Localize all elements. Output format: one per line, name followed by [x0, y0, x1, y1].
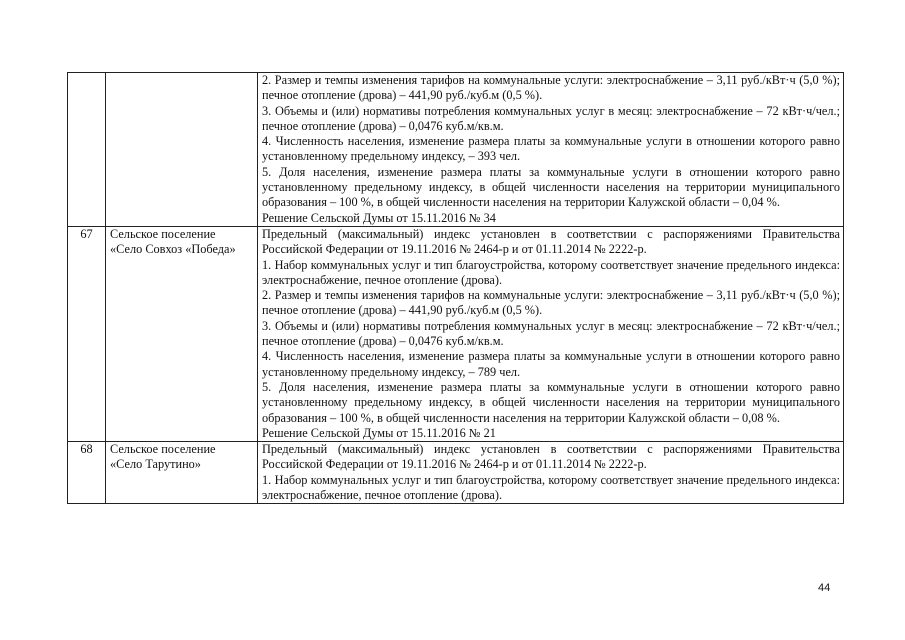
municipality-title: «Село Совхоз «Победа»: [110, 242, 236, 257]
table-row: [68, 226, 844, 441]
municipal-index-table: [67, 72, 844, 504]
detail-line: Предельный (максимальный) индекс установлен в соответствии с распоряжениями Правительства Российской Федерации от 19.11.2016 № 2464-р и от 01.11.2014 № 2222-р.: [262, 442, 840, 472]
municipality-type: Сельское поселение: [110, 442, 216, 457]
detail-line: 2. Размер и темпы изменения тарифов на коммунальные услуги: электроснабжение – 3,11 руб./кВт·ч (5,0 %); печное отопление (дрова) – 441,90 руб./куб.м (0,5 %).: [262, 73, 840, 103]
detail-line: 3. Объемы и (или) нормативы потребления коммунальных услуг в месяц: электроснабжение – 72 кВт·ч/чел.; печное отопление (дрова) – 0,0476 куб.м/кв.м.: [262, 318, 840, 349]
table-row: [68, 73, 844, 227]
index-details: [258, 226, 844, 441]
detail-line: 5. Доля населения, изменение размера платы за коммунальные услуги в отношении которого равно установленному предельному индексу, в общей численности населения на территории муниципального образования – 100 %, в общей численности населения на территории Калужской области – 0,04 %.: [262, 164, 840, 210]
detail-line: 1. Набор коммунальных услуг и тип благоустройства, которому соответствует значение предельного индекса: электроснабжение, печное отопление (дрова).: [262, 472, 840, 503]
municipality-name: [106, 226, 258, 441]
municipality-title: «Село Тарутино»: [110, 457, 201, 472]
row-number: [68, 73, 106, 227]
decision-reference: Решение Сельской Думы от 15.11.2016 № 34: [262, 210, 496, 225]
detail-line: 4. Численность населения, изменение размера платы за коммунальные услуги в отношении которого равно установленному предельному индексу, – 393 чел.: [262, 134, 840, 164]
detail-line: 5. Доля населения, изменение размера платы за коммунальные услуги в отношении которого равно установленному предельному индексу, в общей численности населения на территории муниципального образования – 100 %, в общей численности населения на территории Калужской области – 0,08 %.: [262, 379, 840, 425]
index-details: [258, 73, 844, 227]
page-number: 44: [818, 582, 831, 594]
index-details: [258, 442, 844, 504]
municipality-name: [106, 73, 258, 227]
table-row: [68, 442, 844, 504]
detail-line: 4. Численность населения, изменение размера платы за коммунальные услуги в отношении которого равно установленному предельному индексу, – 789 чел.: [262, 349, 840, 379]
detail-line: 1. Набор коммунальных услуг и тип благоустройства, которому соответствует значение предельного индекса: электроснабжение, печное отопление (дрова).: [262, 257, 840, 287]
municipality-name: [106, 442, 258, 504]
municipality-type: Сельское поселение: [110, 226, 216, 241]
detail-line: 3. Объемы и (или) нормативы потребления коммунальных услуг в месяц: электроснабжение – 72 кВт·ч/чел.; печное отопление (дрова) – 0,0476 куб.м/кв.м.: [262, 103, 840, 133]
decision-reference: Решение Сельской Думы от 15.11.2016 № 21: [262, 425, 496, 440]
detail-line: 2. Размер и темпы изменения тарифов на коммунальные услуги: электроснабжение – 3,11 руб./кВт·ч (5,0 %); печное отопление (дрова) – 441,90 руб./куб.м (0,5 %).: [262, 288, 840, 318]
row-number: 67: [68, 226, 106, 441]
detail-line: Предельный (максимальный) индекс установлен в соответствии с распоряжениями Правительства Российской Федерации от 19.11.2016 № 2464-р и от 01.11.2014 № 2222-р.: [262, 226, 840, 257]
row-number: 68: [68, 442, 106, 504]
